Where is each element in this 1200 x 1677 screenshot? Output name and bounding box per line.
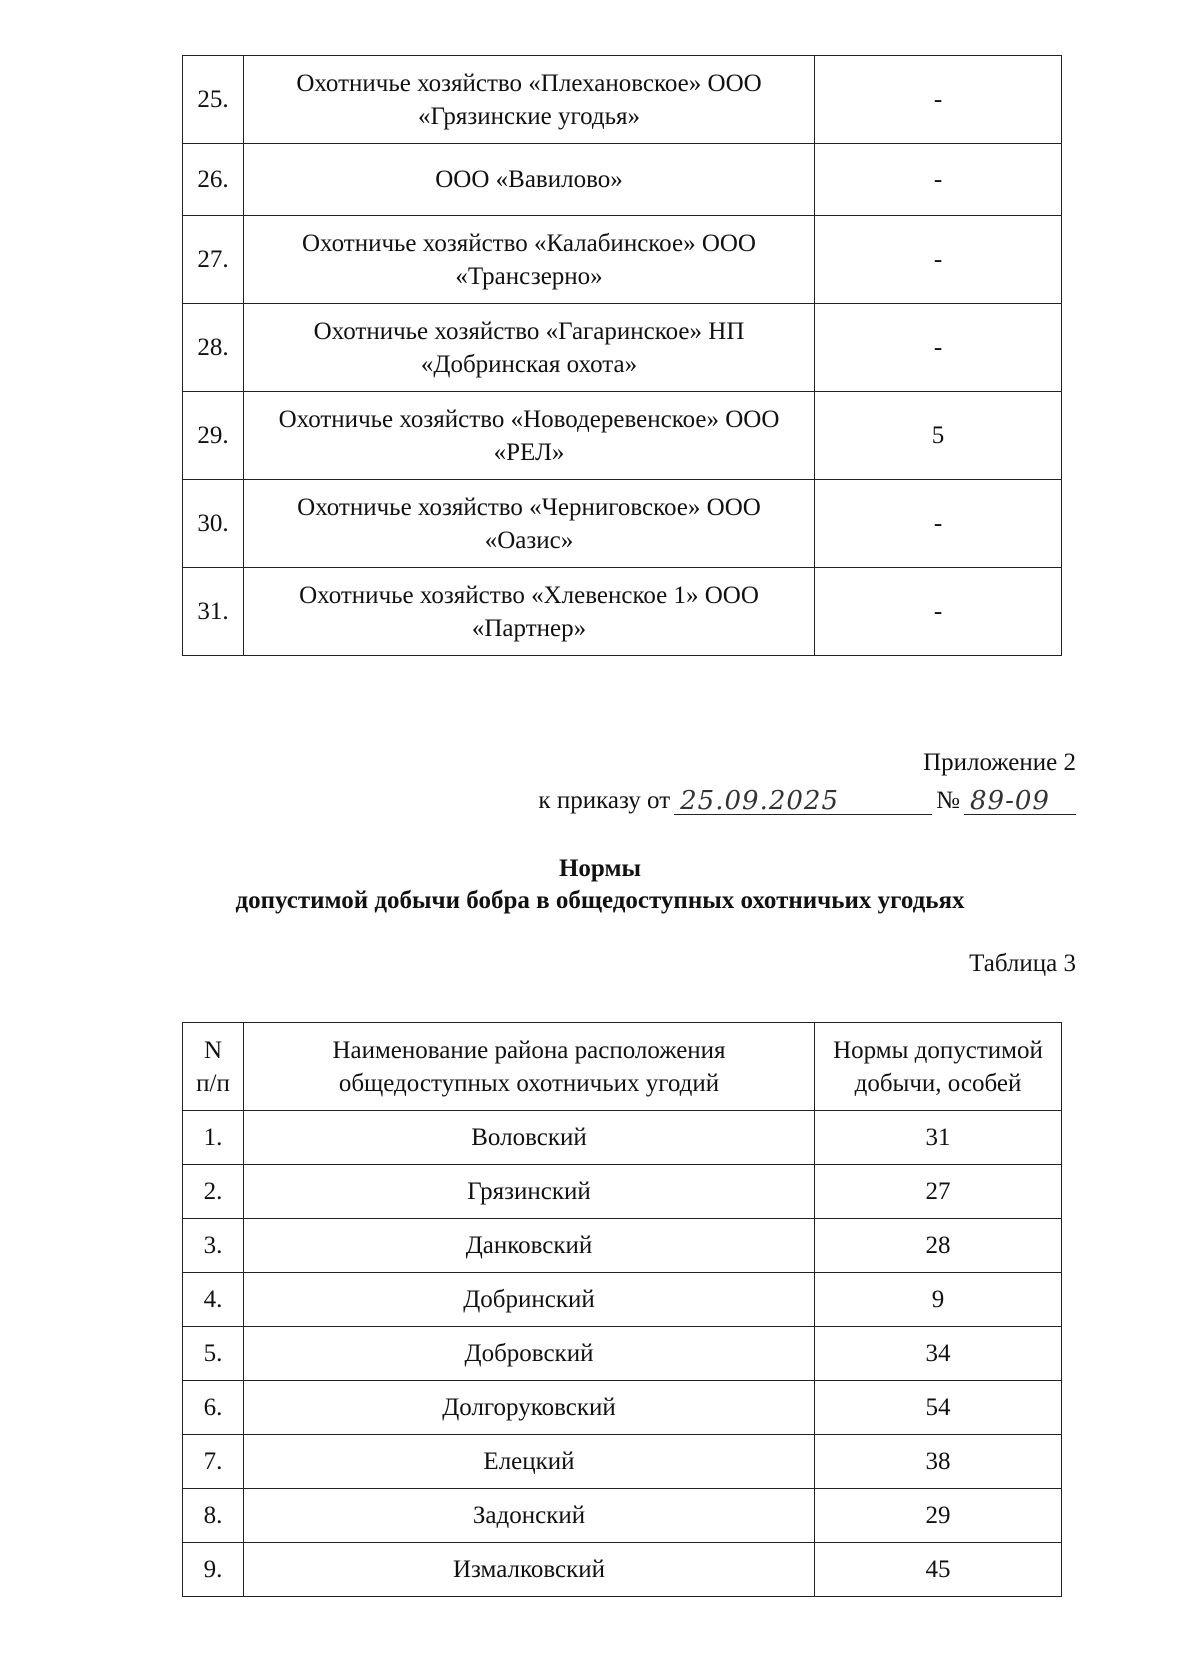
row-number: 29.: [183, 392, 244, 480]
farm-name-line: ООО «Вавилово»: [435, 166, 623, 193]
table-row: [183, 304, 1062, 392]
header-line: Нормы допустимой: [833, 1036, 1043, 1064]
header-line: Наименование района расположения: [332, 1036, 726, 1064]
row-number: 2.: [183, 1165, 244, 1219]
quota-value: -: [815, 144, 1062, 216]
order-number-line: [964, 784, 1076, 815]
row-number: 4.: [183, 1273, 244, 1327]
quota-value: 29: [815, 1489, 1062, 1543]
farm-name: [244, 568, 815, 656]
district-name: Долгоруковский: [244, 1381, 815, 1435]
number-sign: №: [936, 787, 960, 814]
farm-name-line: «Партнер»: [471, 614, 587, 642]
farm-name: [244, 216, 815, 304]
row-number: 26.: [183, 144, 244, 216]
quota-value: 54: [815, 1381, 1062, 1435]
farm-name-line: Охотничье хозяйство «Черниговское» ООО: [297, 493, 761, 521]
table-row: [183, 1219, 1062, 1273]
table-row: [183, 1111, 1062, 1165]
table-row: [183, 1435, 1062, 1489]
row-number: 7.: [183, 1435, 244, 1489]
row-number: 31.: [183, 568, 244, 656]
district-name: Добровский: [244, 1327, 815, 1381]
quota-value: 27: [815, 1165, 1062, 1219]
farm-name-line: «Трансзерно»: [455, 262, 603, 290]
quota-value: 38: [815, 1435, 1062, 1489]
table-row: [183, 1273, 1062, 1327]
quota-value: 28: [815, 1219, 1062, 1273]
header-line: п/п: [196, 1069, 230, 1097]
table-row: [183, 1543, 1062, 1597]
row-number: 5.: [183, 1327, 244, 1381]
appendix-title: Приложение 2: [923, 749, 1076, 776]
table-row: [183, 1165, 1062, 1219]
farm-name-line: Охотничье хозяйство «Гагаринское» НП: [313, 317, 745, 345]
header-line: добычи, особей: [854, 1069, 1022, 1097]
quota-value: 45: [815, 1543, 1062, 1597]
farm-name-line: «РЕЛ»: [493, 438, 565, 466]
header-line: общедоступных охотничьих угодий: [338, 1069, 720, 1097]
document-subheading: допустимой добычи бобра в общедоступных охотничьих угодьях: [235, 887, 965, 914]
order-date-line: [674, 784, 932, 815]
district-name: Грязинский: [244, 1165, 815, 1219]
table-row: [183, 1327, 1062, 1381]
table-row: [183, 144, 1062, 216]
header-line: N: [203, 1036, 223, 1064]
quota-value: 9: [815, 1273, 1062, 1327]
table-row: [183, 1381, 1062, 1435]
farm-name: [244, 304, 815, 392]
table-label: Таблица 3: [969, 950, 1076, 977]
header-number: [183, 1023, 244, 1111]
row-number: 8.: [183, 1489, 244, 1543]
district-name: Добринский: [244, 1273, 815, 1327]
table-row: [183, 392, 1062, 480]
district-name: Воловский: [244, 1111, 815, 1165]
hunting-farms-table: [182, 55, 1062, 656]
order-prefix: к приказу от: [538, 787, 671, 814]
quota-value: -: [815, 568, 1062, 656]
header-district: [244, 1023, 815, 1111]
farm-name-line: «Добринская охота»: [420, 350, 638, 378]
row-number: 6.: [183, 1381, 244, 1435]
district-name: Елецкий: [244, 1435, 815, 1489]
table-row: [183, 56, 1062, 144]
row-number: 25.: [183, 56, 244, 144]
quota-value: -: [815, 304, 1062, 392]
row-number: 30.: [183, 480, 244, 568]
farm-name: [244, 56, 815, 144]
farm-name-line: Охотничье хозяйство «Новодеревенское» ООО: [278, 405, 780, 433]
row-number: 1.: [183, 1111, 244, 1165]
handwritten-date: 25.09.2025: [680, 786, 840, 816]
quota-value: -: [815, 216, 1062, 304]
row-number: 9.: [183, 1543, 244, 1597]
district-name: Измалковский: [244, 1543, 815, 1597]
header-quota: [815, 1023, 1062, 1111]
appendix-order-line: [538, 784, 1076, 815]
document-heading: Нормы: [558, 855, 642, 882]
row-number: 28.: [183, 304, 244, 392]
district-name: Данковский: [244, 1219, 815, 1273]
district-name: Задонский: [244, 1489, 815, 1543]
quota-value: -: [815, 56, 1062, 144]
table-row: [183, 480, 1062, 568]
quota-value: 31: [815, 1111, 1062, 1165]
row-number: 3.: [183, 1219, 244, 1273]
table-row: [183, 216, 1062, 304]
row-number: 27.: [183, 216, 244, 304]
farm-name: [244, 144, 815, 216]
farm-name: [244, 392, 815, 480]
handwritten-number: 89-09: [970, 786, 1050, 816]
farm-name-line: Охотничье хозяйство «Хлевенское 1» ООО: [299, 581, 759, 609]
table-header-row: [183, 1023, 1062, 1111]
farm-name: [244, 480, 815, 568]
quota-value: 5: [815, 392, 1062, 480]
farm-name-line: «Грязинские угодья»: [417, 102, 640, 130]
quota-value: 34: [815, 1327, 1062, 1381]
table-row: [183, 568, 1062, 656]
quota-value: -: [815, 480, 1062, 568]
beaver-quota-table: [182, 1022, 1062, 1597]
farm-name-line: Охотничье хозяйство «Калабинское» ООО: [302, 229, 756, 257]
farm-name-line: Охотничье хозяйство «Плехановское» ООО: [296, 69, 762, 97]
farm-name-line: «Оазис»: [484, 526, 574, 554]
table-row: [183, 1489, 1062, 1543]
